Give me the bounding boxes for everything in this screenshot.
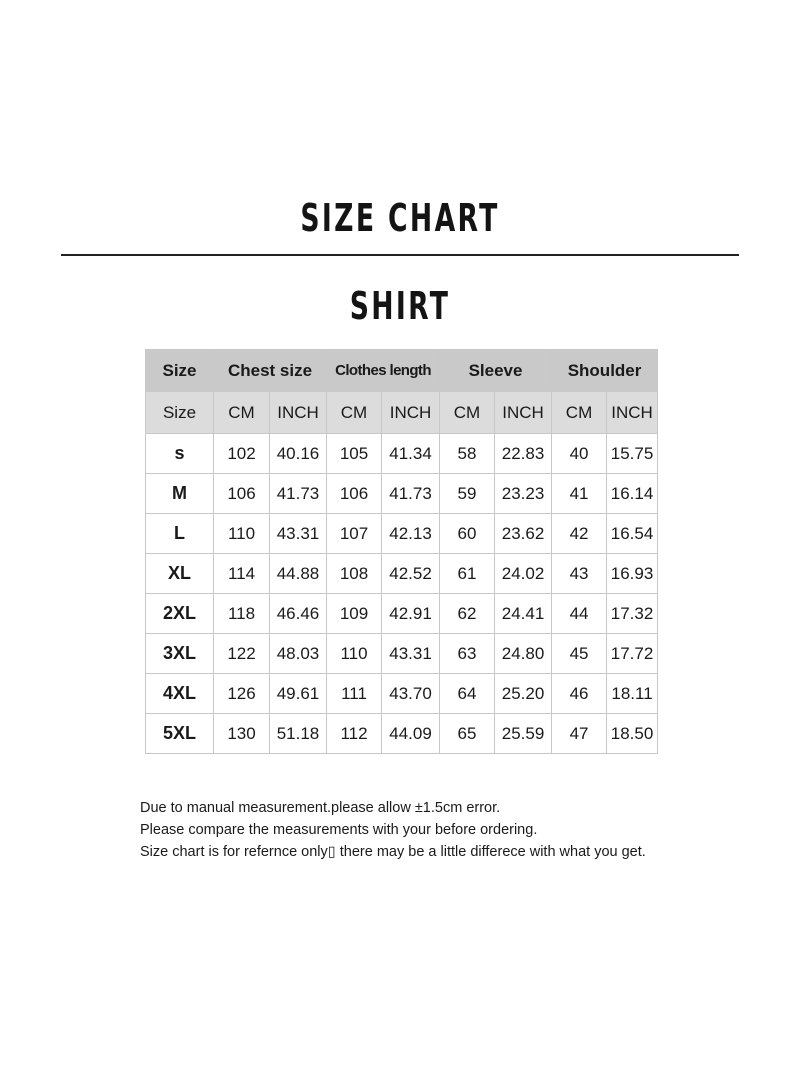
sleeve-inch-cell: 25.59 xyxy=(495,714,552,754)
sleeve-cm-cell: 61 xyxy=(440,554,495,594)
shoulder-inch-cell: 17.72 xyxy=(607,634,658,674)
chest-cm-cell: 130 xyxy=(214,714,270,754)
chest-inch-cell: 46.46 xyxy=(270,594,327,634)
chest-cm-cell: 126 xyxy=(214,674,270,714)
table-row xyxy=(146,714,658,754)
length-cm-cell: 108 xyxy=(327,554,382,594)
size-cell: 3XL xyxy=(146,634,214,674)
unit-header-inch: INCH xyxy=(495,392,552,434)
shoulder-cm-cell: 45 xyxy=(552,634,607,674)
sleeve-inch-cell: 24.02 xyxy=(495,554,552,594)
chest-cm-cell: 102 xyxy=(214,434,270,474)
sleeve-cm-cell: 59 xyxy=(440,474,495,514)
table-row xyxy=(146,474,658,514)
unit-header-row xyxy=(146,392,658,434)
size-cell: 5XL xyxy=(146,714,214,754)
chest-inch-cell: 44.88 xyxy=(270,554,327,594)
length-cm-cell: 112 xyxy=(327,714,382,754)
note-line: Due to manual measurement.please allow ±1.5cm error. xyxy=(140,800,501,816)
chest-cm-cell: 122 xyxy=(214,634,270,674)
unit-header-inch: INCH xyxy=(607,392,658,434)
sleeve-header: Sleeve xyxy=(440,350,552,392)
size-cell: XL xyxy=(146,554,214,594)
size-cell: L xyxy=(146,514,214,554)
length-cm-cell: 106 xyxy=(327,474,382,514)
sleeve-inch-cell: 25.20 xyxy=(495,674,552,714)
note-line: Please compare the measurements with your before ordering. xyxy=(140,822,538,838)
shoulder-cm-cell: 43 xyxy=(552,554,607,594)
sleeve-cm-cell: 65 xyxy=(440,714,495,754)
sleeve-inch-cell: 22.83 xyxy=(495,434,552,474)
shoulder-inch-cell: 17.32 xyxy=(607,594,658,634)
unit-header-cm: CM xyxy=(440,392,495,434)
clothes-length-header: Clothes length xyxy=(327,350,440,392)
chest-inch-cell: 41.73 xyxy=(270,474,327,514)
unit-header-cm: CM xyxy=(214,392,270,434)
length-inch-cell: 43.31 xyxy=(382,634,440,674)
sleeve-inch-cell: 24.41 xyxy=(495,594,552,634)
page-title: SIZE CHART xyxy=(300,196,500,240)
table-row xyxy=(146,514,658,554)
shoulder-cm-cell: 42 xyxy=(552,514,607,554)
sleeve-cm-cell: 63 xyxy=(440,634,495,674)
size-table-body xyxy=(146,434,658,754)
chest-size-header: Chest size xyxy=(214,350,327,392)
shoulder-inch-cell: 15.75 xyxy=(607,434,658,474)
sleeve-inch-cell: 23.62 xyxy=(495,514,552,554)
length-cm-cell: 109 xyxy=(327,594,382,634)
unit-header-cm: CM xyxy=(327,392,382,434)
length-cm-cell: 105 xyxy=(327,434,382,474)
chest-inch-cell: 51.18 xyxy=(270,714,327,754)
shoulder-inch-cell: 18.50 xyxy=(607,714,658,754)
length-inch-cell: 44.09 xyxy=(382,714,440,754)
shoulder-cm-cell: 40 xyxy=(552,434,607,474)
shoulder-cm-cell: 41 xyxy=(552,474,607,514)
product-type-heading: SHIRT xyxy=(349,284,451,328)
unit-header-inch: INCH xyxy=(382,392,440,434)
shoulder-inch-cell: 16.54 xyxy=(607,514,658,554)
sleeve-cm-cell: 62 xyxy=(440,594,495,634)
table-row xyxy=(146,674,658,714)
unit-header-cm: CM xyxy=(552,392,607,434)
size-cell: M xyxy=(146,474,214,514)
group-header-row xyxy=(146,350,658,392)
size-chart-table xyxy=(145,349,658,754)
size-cell: 4XL xyxy=(146,674,214,714)
shoulder-cm-cell: 46 xyxy=(552,674,607,714)
length-cm-cell: 107 xyxy=(327,514,382,554)
chest-cm-cell: 118 xyxy=(214,594,270,634)
chest-cm-cell: 110 xyxy=(214,514,270,554)
chest-inch-cell: 48.03 xyxy=(270,634,327,674)
chest-inch-cell: 40.16 xyxy=(270,434,327,474)
sleeve-inch-cell: 23.23 xyxy=(495,474,552,514)
chest-inch-cell: 49.61 xyxy=(270,674,327,714)
unit-header-inch: INCH xyxy=(270,392,327,434)
shoulder-cm-cell: 44 xyxy=(552,594,607,634)
length-inch-cell: 42.91 xyxy=(382,594,440,634)
size-cell: 2XL xyxy=(146,594,214,634)
note-line: Size chart is for refernce only▯ there may be a little differece with what you get. xyxy=(140,844,646,860)
sleeve-cm-cell: 60 xyxy=(440,514,495,554)
shoulder-header: Shoulder xyxy=(552,350,658,392)
title-divider xyxy=(61,254,739,256)
chest-cm-cell: 106 xyxy=(214,474,270,514)
table-row xyxy=(146,434,658,474)
notes-section xyxy=(140,797,646,863)
shoulder-inch-cell: 16.14 xyxy=(607,474,658,514)
table-row xyxy=(146,594,658,634)
length-inch-cell: 41.73 xyxy=(382,474,440,514)
length-inch-cell: 41.34 xyxy=(382,434,440,474)
shoulder-cm-cell: 47 xyxy=(552,714,607,754)
length-inch-cell: 42.52 xyxy=(382,554,440,594)
length-inch-cell: 42.13 xyxy=(382,514,440,554)
size-group-header: Size xyxy=(146,350,214,392)
unit-header-size: Size xyxy=(146,392,214,434)
shoulder-inch-cell: 16.93 xyxy=(607,554,658,594)
size-cell: s xyxy=(146,434,214,474)
chest-cm-cell: 114 xyxy=(214,554,270,594)
sleeve-inch-cell: 24.80 xyxy=(495,634,552,674)
length-cm-cell: 111 xyxy=(327,674,382,714)
shoulder-inch-cell: 18.11 xyxy=(607,674,658,714)
length-cm-cell: 110 xyxy=(327,634,382,674)
table-row xyxy=(146,554,658,594)
sleeve-cm-cell: 58 xyxy=(440,434,495,474)
sleeve-cm-cell: 64 xyxy=(440,674,495,714)
length-inch-cell: 43.70 xyxy=(382,674,440,714)
table-row xyxy=(146,634,658,674)
chest-inch-cell: 43.31 xyxy=(270,514,327,554)
